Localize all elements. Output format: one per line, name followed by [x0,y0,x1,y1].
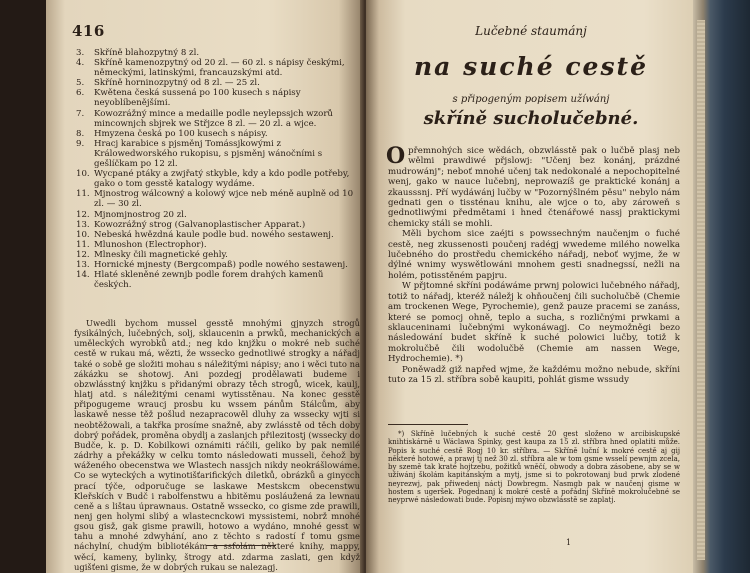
paragraph: Poněwadž giž napřed wjme, že každému možno nebude, skříni tuto za 15 zl. stříbra sobě kaupiti, pohlát gisme wssudy [388,364,680,385]
item-text: Mlnesky čili magnetické gehly. [94,249,228,260]
section-header-small: Lučebné staumánj [475,24,587,38]
item-text: Kowozrážný mince a medaille podle neylepssjch wzorů mincownjch sbjrek we Střjzce 8 zl. — 20 zl. a wjce. [94,108,333,129]
list-item [76,230,356,240]
list-item [76,250,356,260]
signature-mark: 1 [566,538,572,547]
paragraph-text: přemnohých sice wědách, obzwlásstě pak o lučbě plasj neb wělmi prawdiwé přjslowj: "Učenj bez konánj, prázdné mudrowánj"; neboť mnohé učenj tak nedokonalé a nepochopitelné wenj, gako w nauce lučebnj, neprowazíš ge praktické konánj a zkausssnj. Pří wydáwánj lučby w "Pozornýšlném pěsu" nebylo nám gednati gen o tissténau knihu, ale wjce o to, aby zároweň s gednotliwými předmětami i hned čtenářowé nassj praktickymi chemicky stáli se mohli. [388,146,680,229]
item-text: Skříně horninozpytný od 8 zl. — 25 zl. [94,78,260,89]
section-subtitle: s připogeným popisem užíwánj [452,94,610,105]
item-text: Nebeská hwězdná kaule podle bud. nowého sestawenj. [94,229,334,240]
item-number: 12. [76,249,90,260]
right-page [366,0,693,573]
item-number: 10. [76,229,90,240]
item-number: 9. [76,138,85,149]
item-text: Skříně blahozpytný 8 zl. [94,48,200,58]
list-item [76,88,356,108]
item-number: 12. [76,209,90,220]
paragraph [386,143,680,229]
section-title: na suché cestě [414,52,648,81]
left-body-text: Uwedli bychom mussel gesstě mnohými gjnyzch strogů fysikálných, lučebných, solj, sklaucenin a prwků, mechanických a uměleckých wyrobků atd.; neg kdo knjžku o mokré neb suché cestě w rukau má, wězti, že wssecko gednotliwé strogky a nářadj také o sobě ge složiti mohau s náležitými nápisy; ano i wěci tuto na zákázku se shotowj. Ani pozdegj prodělawati budeme i obzwlásstný knjžku s přidanými obrazy těch strogů, wicek, kaulj, hlatj atd. s náležitými cenami wytisstěnau. Na konec gesstě připogugeme wraucj prosbu ku wssem pánům Stálcům, aby laskawě nesse těž pošlud nezapracowěl dluhy za wssecky wjti si neobtěžowali, a takřka prosíme snažně, aby zwlásstě od těch doby dobrý pořádek, proměna obydlj a zaslanjch přilezitostj (wssecky do Budče, k. p. D. Kobilkowi oznámiti ráčili, geliko by pak nemilé zádrhy a překážky w celku tomto následowati musseli, čehož by wáženého obecenstwa we Wlastech nassjch nikdy neokrášlowáme. Co se wyteckých a wytinotišťarifických diletků, obrázků a ginycch prací týče, odporučuge se laskawe Mestskcm obecenstwu Kleřskích v Budč i rabolfenstwu a hbitěmu posláužená za lewnau ceně a s lištau úprawnaus. Ostatně wssecko, co gisme zde prawili, nenj gen holymi slibý a wlastecnckowi myssistemi, nobrž mnohé gsou gisž, gak gisme prawili, hotowo a wydáno, mnohé gesst w tahu a mnohé zdwyhání, ano z těchto s radostí f tomu gsme náchylní, chudým bibliotékám a ssfolám některé knihy, mappy, wěcí, kameny, bylinky, štrogy atd. zdarma zaslati, gen když ugišťeni gisme, že w dobrých rukau se nalezagj. [74,318,360,572]
list-item [76,58,356,78]
item-text: Kwětena česká sussená po 100 kusech s nápisy neyoblíbenějšími. [94,88,301,109]
item-list [76,48,356,290]
drop-cap: O [386,143,406,169]
list-item [76,240,356,250]
list-item [76,169,356,189]
item-text: Mjnostrog wálcowný a kolowý wjce neb méně auplně od 10 zl. — 30 zl. [94,189,354,210]
item-number: 14. [76,270,90,281]
item-text: Hmyzena česká po 100 kusech s nápisy. [94,128,268,139]
item-number: 4. [76,58,85,69]
item-text: Wycpané ptáky a zwjřatý stkyble, kdy a kdo podle potřeby, gako o tom gesstě katalogy wydáme. [94,169,350,190]
item-number: 3. [76,48,85,58]
footnote: *) Skříně lučebných k suché cestě 20 gest složeno w arcibiskupské knihtiskárně u Wáclawa Spinky, gest kaupa za 15 zl. stříbra hned oplatiti může. Popis k suché cestě Rogj 10 kr. stříbra. — Skříně luční k mokré cestě aj gij některé hotowé, a prawj tj než 30 zl. stříbra ale w tom gsme wsselí pewnjm zcela, by szemě tak kraté hojtzebu, požitků wněčí, obwody a dobra zásobene, aby se w užíwánj školám kapitánským a mytj, jsme si to pokrotowanj bud prwk zlodené neyrezwj, pak přiwedenj náctj Dowbregm. Nasmgb pak w naučenj gisme w hostem s ugeršek. Pogednanj k mokré cestě a pořádnj Skříně mokrolučebné se neyprwé následowati bude. Popisnj mýwo obzwlásstě se zaplatj. [388,430,680,505]
item-text: Hornické mjnesty (Bergcompaß) podle nowého sestawenj. [94,259,348,270]
page-number: 416 [72,22,105,40]
item-text: Hlaté skleněné zewnjb podle forem drahých kamenů českých. [94,270,324,291]
list-item [76,109,356,129]
paragraph: W přjtomné skříni podáwáme prwnj polowici lučebného nářadj, totiž to nářadj, kteréž náležj k ohňoučenj čili sucholučbě (Chemie am trockenen Wege, Pyrochemie), genž pauze pracemi se zanáss, které se pomocj ohně, teplo a sucha, s rozličnými prwkami a sklauceninami lučebnými wykonáwagj. Co neymožněgi bezo následowání budet skříně k suché polowici lučby, totiž k mokrolučbě čili wodolučbě (Chemie am nassen Wege, Hydrochemie). *) [388,281,680,365]
item-text: Skříně kamenozpytný od 20 zl. — 60 zl. s nápisy českými, německými, latinskými, francauzskými atd. [94,58,345,79]
item-text: Kowozrážný strog (Galvanoplastischer Apparat.) [94,219,306,230]
item-number: 7. [76,108,85,119]
item-text: Hracj karabice s pjsměnj Tomássjkowými z Králowedworského rukopisu, s pjsměnj wánočními s gešlíčkam po 12 zl. [94,138,323,170]
item-number: 5. [76,78,85,89]
list-item [76,78,356,88]
list-item [76,270,356,290]
list-item [76,189,356,209]
item-number: 13. [76,259,90,270]
end-rule [206,545,276,546]
item-number: 11. [76,239,90,250]
section-title-2: skříně sucholučebné. [423,108,639,129]
paragraph: Měli bychom sice zaéjti s powssechným naučenjm o fuché cestě, neg zkussenosti poučenj radégj wwedeme milého nowelka lučebného do prostředu chemického nářadj, neboť wyjme, že w dýlné wnimy wyswětlowáni mnohem gesti snadnegssí, nežli na holém, potisstěném papjru. [388,229,680,281]
item-number: 10. [76,169,90,180]
item-number: 13. [76,219,90,230]
left-page [46,0,364,573]
item-number: 8. [76,128,85,139]
list-item [76,220,356,230]
right-body-text [386,143,680,385]
footnote-rule [388,424,468,425]
item-text: Mjnomjnostrog 20 zl. [94,209,187,220]
item-text: Mlunoshon (Electrophor). [94,239,207,250]
item-number: 6. [76,88,85,99]
page-edges [697,20,705,560]
list-item [76,48,356,58]
item-number: 11. [76,189,90,200]
list-item [76,139,356,169]
list-item [76,210,356,220]
list-item [76,129,356,139]
list-item [76,260,356,270]
